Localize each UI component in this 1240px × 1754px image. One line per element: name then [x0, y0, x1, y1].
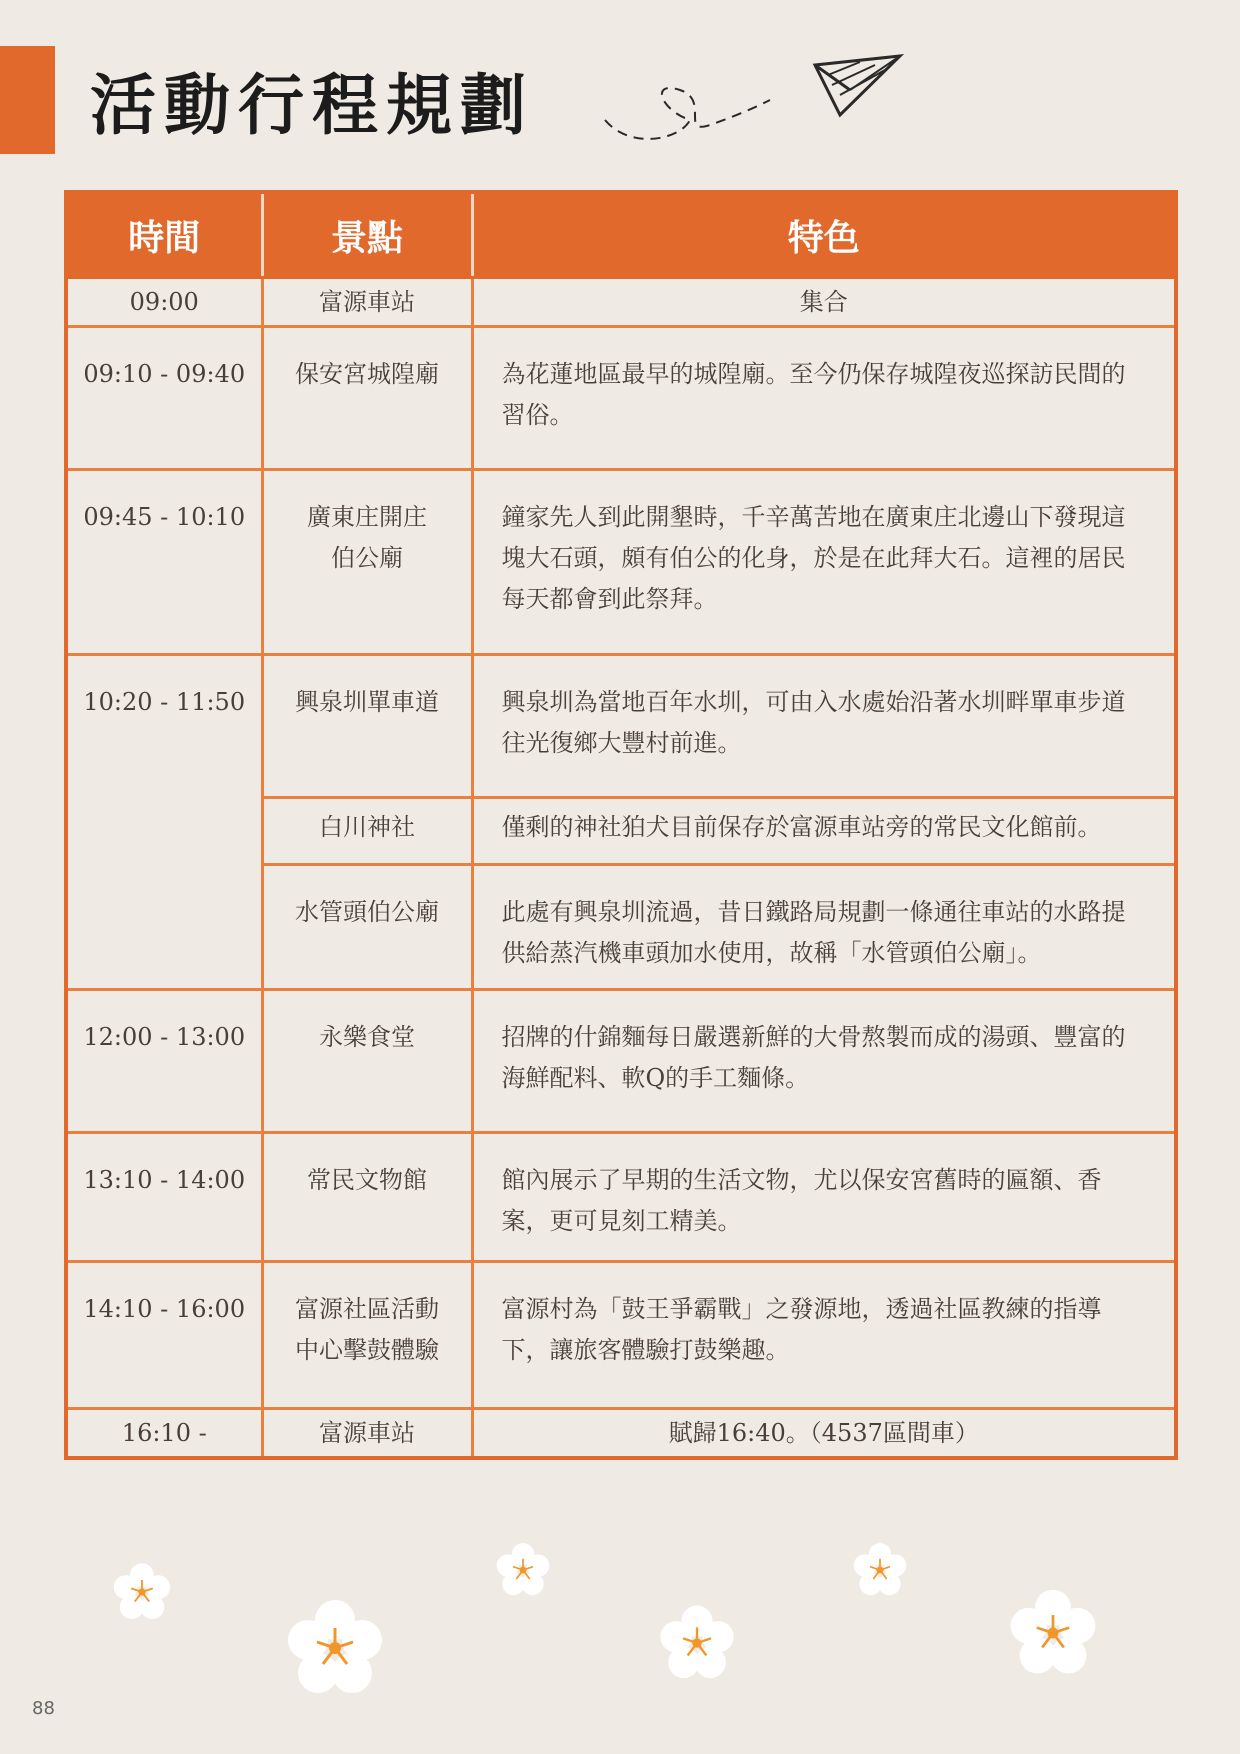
place-cell: 富源社區活動 中心擊鼓體驗: [262, 1262, 472, 1409]
header-time: 時間: [66, 192, 262, 278]
time-cell: 14:10 - 16:00: [66, 1262, 262, 1409]
flower-icon: [1008, 1588, 1098, 1678]
feature-cell: 興泉圳為當地百年水圳，可由入水處始沿著水圳畔單車步道往光復鄉大豐村前進。: [472, 655, 1176, 798]
title-accent-tab: [0, 46, 55, 154]
place-cell: 廣東庄開庄 伯公廟: [262, 470, 472, 655]
table-row: [66, 1133, 1176, 1262]
time-cell: 13:10 - 14:00: [66, 1133, 262, 1262]
place-cell: 興泉圳單車道: [262, 655, 472, 798]
flower-icon: [112, 1562, 172, 1622]
place-cell: 富源車站: [262, 1409, 472, 1459]
flower-icon: [285, 1598, 385, 1698]
feature-cell: 集合: [472, 278, 1176, 327]
feature-cell: 招牌的什錦麵每日嚴選新鮮的大骨熬製而成的湯頭、豐富的海鮮配料、軟Q的手工麵條。: [472, 990, 1176, 1133]
table-row: [66, 1409, 1176, 1459]
feature-cell: 為花蓮地區最早的城隍廟。至今仍保存城隍夜巡探訪民間的習俗。: [472, 327, 1176, 470]
place-cell: 常民文物館: [262, 1133, 472, 1262]
paper-plane-icon: [600, 50, 920, 160]
time-cell: 09:45 - 10:10: [66, 470, 262, 655]
feature-cell: 鐘家先人到此開墾時，千辛萬苦地在廣東庄北邊山下發現這塊大石頭，頗有伯公的化身，於是在此拜大石。這裡的居民每天都會到此祭拜。: [472, 470, 1176, 655]
flower-icon: [495, 1542, 551, 1598]
table-row: [66, 327, 1176, 470]
table-header-row: [66, 192, 1176, 278]
place-cell: 富源車站: [262, 278, 472, 327]
place-cell: 白川神社: [262, 798, 472, 865]
time-cell: 16:10 -: [66, 1409, 262, 1459]
feature-cell: 館內展示了早期的生活文物，尤以保安宮舊時的匾額、香案，更可見刻工精美。: [472, 1133, 1176, 1262]
header-place: 景點: [262, 192, 472, 278]
flower-icon: [658, 1604, 736, 1682]
time-cell: 09:10 - 09:40: [66, 327, 262, 470]
feature-cell: 富源村為「鼓王爭霸戰」之發源地，透過社區教練的指導下，讓旅客體驗打鼓樂趣。: [472, 1262, 1176, 1409]
feature-cell: 此處有興泉圳流過，昔日鐵路局規劃一條通往車站的水路提供給蒸汽機車頭加水使用，故稱「水管頭伯公廟」。: [472, 865, 1176, 990]
page-number: 88: [32, 1698, 55, 1719]
itinerary-table: [64, 190, 1178, 1460]
table-row: [66, 655, 1176, 798]
feature-cell: 賦歸16:40。（4537區間車）: [472, 1409, 1176, 1459]
place-cell: 水管頭伯公廟: [262, 865, 472, 990]
place-cell: 永樂食堂: [262, 990, 472, 1133]
table-row: [66, 990, 1176, 1133]
table-row: [66, 470, 1176, 655]
table-row: [66, 1262, 1176, 1409]
feature-cell: 僅剩的神社狛犬目前保存於富源車站旁的常民文化館前。: [472, 798, 1176, 865]
page-title: 活動行程規劃: [90, 67, 534, 144]
time-cell: 12:00 - 13:00: [66, 990, 262, 1133]
flower-icon: [852, 1542, 908, 1598]
table-row: [66, 278, 1176, 327]
time-cell: 10:20 - 11:50: [66, 655, 262, 990]
time-cell: 09:00: [66, 278, 262, 327]
header-feature: 特色: [472, 192, 1176, 278]
place-cell: 保安宮城隍廟: [262, 327, 472, 470]
